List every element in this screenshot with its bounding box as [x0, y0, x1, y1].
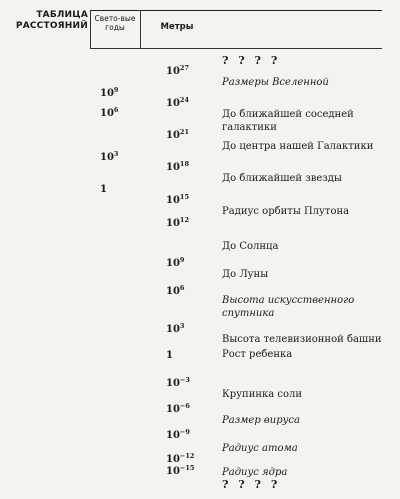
table-title: ТАБЛИЦА РАССТОЯНИЙ: [15, 10, 88, 31]
row-label-galaxy-center: До центра нашей Галактики: [222, 141, 374, 152]
light-years-value: $10^6$: [100, 106, 119, 119]
row-label-universe: Размеры Вселенной: [222, 77, 329, 88]
column-header-meters: Метры: [160, 22, 194, 32]
meters-value: $10^3$: [166, 322, 185, 335]
meters-value: $10^{27}$: [166, 64, 189, 77]
meters-value: $10^{-15}$: [166, 464, 195, 477]
row-label-satellite: Высота искусственного спутника: [222, 295, 355, 319]
light-years-value: 1: [100, 184, 107, 195]
meters-value: $10^6$: [166, 284, 185, 297]
row-label-moon: До Луны: [222, 269, 269, 280]
meters-value: $10^{-6}$: [166, 402, 190, 415]
unknown-bottom: ? ? ? ?: [222, 478, 281, 491]
row-label-nearest-star: До ближайшей звезды: [222, 173, 342, 184]
row-label-virus: Размер вируса: [222, 415, 300, 426]
header-divider-2: [140, 10, 141, 48]
row-label-sun: До Солнца: [222, 241, 279, 252]
light-years-value: $10^9$: [100, 86, 119, 99]
row-label-salt: Крупинка соли: [222, 389, 303, 400]
row-label-tv-tower: Высота телевизионной башни: [222, 334, 382, 345]
light-years-value: $10^3$: [100, 150, 119, 163]
meters-value: $10^{-3}$: [166, 376, 190, 389]
meters-value: $10^{18}$: [166, 160, 189, 173]
row-label-andromeda: До ближайшей соседней галактики: [222, 109, 354, 133]
meters-value: $10^{12}$: [166, 216, 189, 229]
meters-value: $10^{15}$: [166, 193, 189, 206]
header-top-rule: [90, 10, 382, 11]
row-label-child: Рост ребенка: [222, 349, 293, 360]
meters-value: $10^{24}$: [166, 96, 189, 109]
meters-value: 1: [166, 350, 173, 361]
unknown-top: ? ? ? ?: [222, 54, 281, 67]
meters-value: $10^9$: [166, 256, 185, 269]
row-label-atom: Радиус атома: [222, 443, 298, 454]
header-bottom-rule: [90, 48, 382, 49]
meters-value: $10^{-9}$: [166, 428, 190, 441]
meters-value: $10^{21}$: [166, 128, 189, 141]
row-label-nucleus: Радиус ядра: [222, 467, 288, 478]
meters-value: $10^{-12}$: [166, 452, 195, 465]
column-header-light-years: Свето-вые годы: [94, 14, 136, 32]
row-label-pluto: Радиус орбиты Плутона: [222, 206, 350, 217]
header-divider-1: [90, 10, 91, 48]
